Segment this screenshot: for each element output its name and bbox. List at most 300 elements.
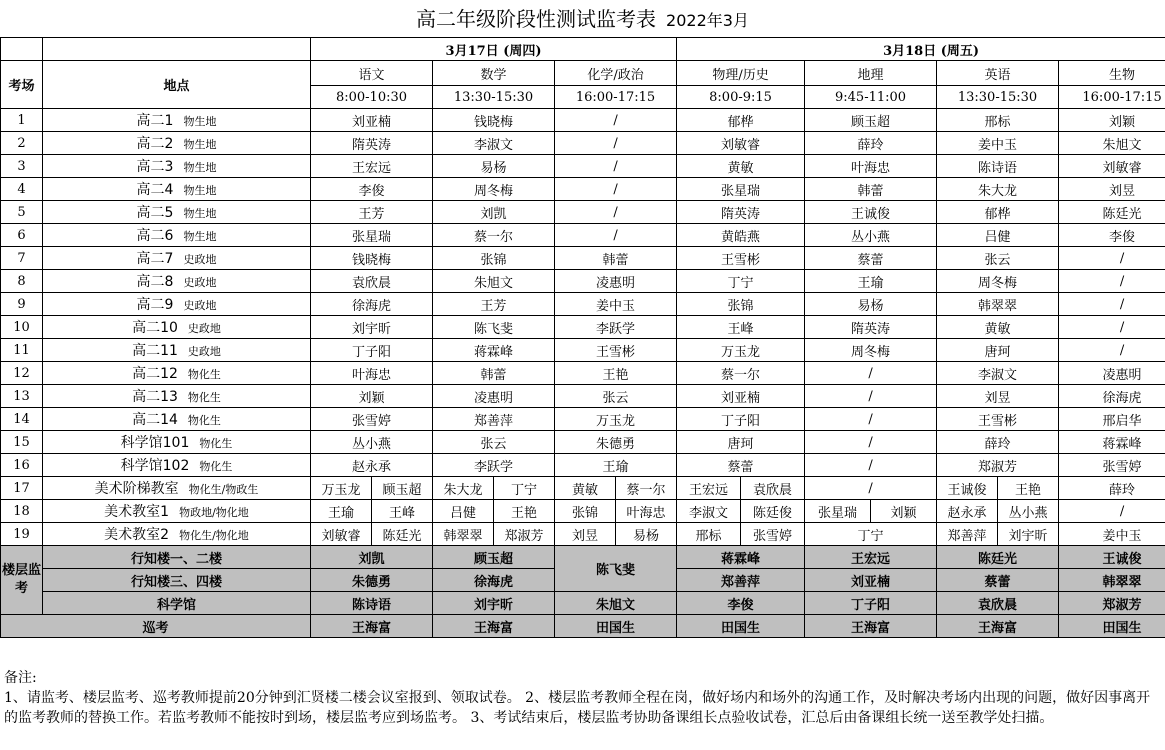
table-cell: 陈诗语	[937, 155, 1059, 178]
table-row	[1, 454, 1165, 477]
table-cell: 徐海虎	[1059, 385, 1165, 408]
site-cell	[43, 155, 311, 178]
table-row	[1, 270, 1165, 293]
table-cell: 薛玲	[805, 132, 937, 155]
site-name: 高二8	[136, 274, 174, 290]
table-cell: 李跃学	[555, 316, 677, 339]
site-name: 高二6	[136, 228, 174, 244]
table-cell: /	[555, 155, 677, 178]
table-cell: 王艳	[555, 362, 677, 385]
table-cell: 凌惠明	[555, 270, 677, 293]
table-cell: 徐海虎	[311, 293, 433, 316]
table-cell: 叶海忠	[616, 500, 677, 523]
table-cell: 刘颖	[871, 500, 937, 523]
table-cell: 吕健	[937, 224, 1059, 247]
table-cell: 15	[1, 431, 43, 454]
site-subjects: 物化生	[187, 414, 221, 427]
table-cell: 丛小燕	[311, 431, 433, 454]
table-cell: 李淑文	[433, 132, 555, 155]
table-cell: 陈诗语	[311, 592, 433, 615]
table-cell: 黄敏	[677, 155, 805, 178]
table-cell: 钱晓梅	[311, 247, 433, 270]
site-name: 高二14	[132, 412, 178, 428]
table-cell: 王艳	[998, 477, 1059, 500]
site-name: 高二2	[136, 136, 174, 152]
table-cell: 田国生	[1059, 615, 1165, 638]
table-cell: 王芳	[433, 293, 555, 316]
site-cell	[43, 431, 311, 454]
site-cell	[43, 201, 311, 224]
table-cell: 黄敏	[555, 477, 616, 500]
site-subjects: 物化生	[187, 391, 221, 404]
time-header: 16:00-17:15	[555, 86, 677, 109]
table-cell: 韩蕾	[555, 247, 677, 270]
table-cell: /	[805, 454, 937, 477]
day-header: 3月18日 (周五)	[677, 38, 1165, 61]
table-cell: 周冬梅	[937, 270, 1059, 293]
table-cell: /	[555, 201, 677, 224]
table-cell: 李俊	[311, 178, 433, 201]
table-cell: 隋英涛	[805, 316, 937, 339]
site-name: 高二3	[136, 159, 174, 175]
table-cell: 丁子阳	[677, 408, 805, 431]
site-name: 高二11	[132, 343, 178, 359]
table-cell: 田国生	[677, 615, 805, 638]
col-header-site: 地点	[43, 61, 311, 109]
table-cell: 易杨	[805, 293, 937, 316]
table-cell: 张星瑞	[311, 224, 433, 247]
table-cell: 1	[1, 109, 43, 132]
table-cell: 刘昱	[1059, 178, 1165, 201]
table-cell: 隋英涛	[677, 201, 805, 224]
table-cell: 赵永承	[937, 500, 998, 523]
table-cell: /	[805, 408, 937, 431]
notes	[4, 668, 1162, 728]
site-subjects: 史政地	[183, 253, 217, 266]
subject-header: 语文	[311, 61, 433, 86]
table-cell: 顾玉超	[433, 546, 555, 569]
table-cell: 王诚俊	[1059, 546, 1165, 569]
table-cell: 隋英涛	[311, 132, 433, 155]
site-subjects: 物生地	[183, 138, 217, 151]
table-cell: 黄皓燕	[677, 224, 805, 247]
blank-cell	[43, 38, 311, 61]
table-cell: 4	[1, 178, 43, 201]
table-cell: 李淑文	[677, 500, 741, 523]
table-cell: 钱晓梅	[433, 109, 555, 132]
page-title	[0, 0, 1165, 38]
table-cell: 王海富	[433, 615, 555, 638]
table-cell: /	[805, 362, 937, 385]
table-cell: 蔡一尔	[677, 362, 805, 385]
table-cell: 刘昱	[555, 523, 616, 546]
site-subjects: 史政地	[183, 299, 217, 312]
site-cell	[43, 224, 311, 247]
site-name: 美术阶梯教室	[94, 481, 179, 497]
table-cell: 9	[1, 293, 43, 316]
table-row	[1, 224, 1165, 247]
site-cell	[43, 500, 311, 523]
site-cell	[43, 293, 311, 316]
site-name: 科学馆101	[120, 435, 190, 451]
table-cell: 韩蕾	[433, 362, 555, 385]
floor-row	[1, 546, 1165, 569]
time-header: 13:30-15:30	[433, 86, 555, 109]
table-cell: 刘敏睿	[677, 132, 805, 155]
table-cell: 19	[1, 523, 43, 546]
time-header: 8:00-10:30	[311, 86, 433, 109]
table-cell: 张雪婷	[1059, 454, 1165, 477]
table-cell: 13	[1, 385, 43, 408]
table-cell: 薛玲	[937, 431, 1059, 454]
table-cell: 科学馆	[43, 592, 311, 615]
table-cell: 朱旭文	[555, 592, 677, 615]
site-subjects: 物生地	[183, 184, 217, 197]
table-cell: 张锦	[433, 247, 555, 270]
table-cell: 王瑜	[555, 454, 677, 477]
corner-cell	[1, 38, 43, 61]
table-cell: 郁桦	[937, 201, 1059, 224]
table-cell: 邢标	[677, 523, 741, 546]
table-cell: 韩翠翠	[1059, 569, 1165, 592]
table-cell: /	[1059, 500, 1165, 523]
table-cell: 王宏远	[677, 477, 741, 500]
table-cell: 凌惠明	[433, 385, 555, 408]
table-cell: 王瑜	[311, 500, 372, 523]
table-cell: 王雪彬	[937, 408, 1059, 431]
table-cell: 李淑文	[937, 362, 1059, 385]
site-cell	[43, 316, 311, 339]
col-header-room: 考场	[1, 61, 43, 109]
table-cell: 黄敏	[937, 316, 1059, 339]
table-cell: 唐珂	[937, 339, 1059, 362]
table-cell: 10	[1, 316, 43, 339]
table-row	[1, 477, 1165, 500]
table-cell: 行知楼三、四楼	[43, 569, 311, 592]
table-cell: 刘凯	[311, 546, 433, 569]
time-header: 8:00-9:15	[677, 86, 805, 109]
table-cell: 王宏远	[311, 155, 433, 178]
schedule-table	[0, 37, 1165, 638]
table-cell: 丁子阳	[311, 339, 433, 362]
table-cell: 张星瑞	[677, 178, 805, 201]
site-name: 科学馆102	[120, 458, 190, 474]
table-cell: /	[555, 109, 677, 132]
table-cell: 丁宁	[677, 270, 805, 293]
subject-header: 物理/历史	[677, 61, 805, 86]
table-cell: 王芳	[311, 201, 433, 224]
table-cell: 韩蕾	[805, 178, 937, 201]
table-cell: /	[1059, 293, 1165, 316]
table-cell: 韩翠翠	[937, 293, 1059, 316]
table-cell: 王海富	[937, 615, 1059, 638]
table-cell: 姜中玉	[555, 293, 677, 316]
table-cell: 8	[1, 270, 43, 293]
table-cell: 郁桦	[677, 109, 805, 132]
table-row	[1, 500, 1165, 523]
site-cell	[43, 362, 311, 385]
table-cell: 17	[1, 477, 43, 500]
table-cell: 吕健	[433, 500, 494, 523]
table-cell: 张星瑞	[805, 500, 871, 523]
table-cell: 万玉龙	[677, 339, 805, 362]
table-cell: 陈廷俊	[741, 500, 805, 523]
table-cell: 蔡蕾	[805, 247, 937, 270]
site-name: 高二10	[132, 320, 178, 336]
table-cell: 王峰	[372, 500, 433, 523]
table-cell: 刘昱	[937, 385, 1059, 408]
table-row	[1, 408, 1165, 431]
table-cell: 王海富	[805, 615, 937, 638]
title-text: 高二年级阶段性测试监考表	[416, 7, 657, 31]
site-cell	[43, 339, 311, 362]
table-row	[1, 201, 1165, 224]
site-subjects: 物化生/物化地	[179, 529, 249, 542]
table-cell: 袁欣晨	[741, 477, 805, 500]
table-cell: 薛玲	[1059, 477, 1165, 500]
table-cell: 周冬梅	[805, 339, 937, 362]
time-header: 16:00-17:15	[1059, 86, 1165, 109]
table-cell: 陈廷光	[1059, 201, 1165, 224]
site-name: 高二13	[132, 389, 178, 405]
table-cell: 张锦	[555, 500, 616, 523]
table-cell: 姜中玉	[1059, 523, 1165, 546]
table-cell: 田国生	[555, 615, 677, 638]
table-cell: 刘亚楠	[805, 569, 937, 592]
site-name: 高二12	[132, 366, 178, 382]
table-row	[1, 385, 1165, 408]
table-cell: 7	[1, 247, 43, 270]
table-cell: 陈飞斐	[555, 546, 677, 592]
table-cell: /	[805, 385, 937, 408]
table-cell: 袁欣晨	[937, 592, 1059, 615]
table-cell: 郑淑芳	[494, 523, 555, 546]
subject-header: 生物	[1059, 61, 1165, 86]
table-cell: 12	[1, 362, 43, 385]
site-subjects: 物化生/物政生	[188, 483, 259, 496]
table-cell: 张云	[555, 385, 677, 408]
title-date: 2022年3月	[666, 11, 749, 30]
table-cell: 郑善萍	[677, 569, 805, 592]
notes-head: 备注:	[4, 670, 37, 686]
site-name: 高二9	[136, 297, 174, 313]
table-cell: 11	[1, 339, 43, 362]
table-cell: 蒋霖峰	[1059, 431, 1165, 454]
table-cell: 蔡蕾	[677, 454, 805, 477]
site-subjects: 物政地/物化地	[179, 506, 249, 519]
site-cell	[43, 247, 311, 270]
site-subjects: 物生地	[183, 115, 217, 128]
table-cell: /	[555, 224, 677, 247]
table-cell: 顾玉超	[805, 109, 937, 132]
table-cell: 邢启华	[1059, 408, 1165, 431]
subject-header: 地理	[805, 61, 937, 86]
table-cell: 蒋霖峰	[677, 546, 805, 569]
table-cell: 王雪彬	[555, 339, 677, 362]
table-row	[1, 293, 1165, 316]
table-cell: 刘敏睿	[311, 523, 372, 546]
table-cell: 陈廷光	[937, 546, 1059, 569]
patrol-row	[1, 615, 1165, 638]
table-cell: 陈飞斐	[433, 316, 555, 339]
site-subjects: 物化生	[199, 460, 233, 473]
table-cell: 刘颖	[1059, 109, 1165, 132]
site-name: 高二4	[136, 182, 174, 198]
table-cell: 易杨	[433, 155, 555, 178]
site-cell	[43, 270, 311, 293]
table-cell: /	[555, 178, 677, 201]
table-cell: 王峰	[677, 316, 805, 339]
table-cell: 郑善萍	[433, 408, 555, 431]
table-cell: 18	[1, 500, 43, 523]
table-cell: 袁欣晨	[311, 270, 433, 293]
table-row	[1, 109, 1165, 132]
table-cell: 16	[1, 454, 43, 477]
table-cell: 李俊	[677, 592, 805, 615]
subject-header: 化学/政治	[555, 61, 677, 86]
table-cell: 丁子阳	[805, 592, 937, 615]
table-cell: 姜中玉	[937, 132, 1059, 155]
table-cell: 郑善萍	[937, 523, 998, 546]
table-cell: 14	[1, 408, 43, 431]
site-name: 美术教室1	[104, 504, 170, 520]
table-row	[1, 132, 1165, 155]
site-cell	[43, 477, 311, 500]
table-cell: 顾玉超	[372, 477, 433, 500]
table-cell: 3	[1, 155, 43, 178]
table-cell: 王宏远	[805, 546, 937, 569]
site-subjects: 物生地	[183, 161, 217, 174]
table-cell: 唐珂	[677, 431, 805, 454]
site-cell	[43, 385, 311, 408]
table-cell: 张云	[937, 247, 1059, 270]
table-cell: 万玉龙	[555, 408, 677, 431]
table-cell: 刘凯	[433, 201, 555, 224]
table-cell: 韩翠翠	[433, 523, 494, 546]
site-subjects: 物生地	[183, 230, 217, 243]
site-subjects: 史政地	[183, 276, 217, 289]
table-cell: 巡考	[1, 615, 311, 638]
table-cell: /	[805, 431, 937, 454]
table-row	[1, 523, 1165, 546]
site-cell	[43, 454, 311, 477]
table-cell: 朱旭文	[433, 270, 555, 293]
table-row	[1, 339, 1165, 362]
floor-row	[1, 592, 1165, 615]
table-cell: /	[555, 132, 677, 155]
table-cell: 2	[1, 132, 43, 155]
table-cell: 陈廷光	[372, 523, 433, 546]
day-header: 3月17日 (周四)	[311, 38, 677, 61]
site-name: 高二1	[136, 113, 174, 129]
site-subjects: 物化生	[187, 368, 221, 381]
table-cell: 丛小燕	[805, 224, 937, 247]
table-cell: 刘敏睿	[1059, 155, 1165, 178]
site-cell	[43, 132, 311, 155]
table-row	[1, 431, 1165, 454]
table-cell: 丁宁	[494, 477, 555, 500]
table-cell: 郑淑芳	[1059, 592, 1165, 615]
table-cell: 易杨	[616, 523, 677, 546]
table-cell: 王诚俊	[937, 477, 998, 500]
table-row	[1, 316, 1165, 339]
table-cell: 邢标	[937, 109, 1059, 132]
table-cell: 叶海忠	[805, 155, 937, 178]
table-cell: /	[1059, 316, 1165, 339]
site-cell	[43, 109, 311, 132]
table-cell: 5	[1, 201, 43, 224]
table-cell: 刘亚楠	[311, 109, 433, 132]
table-row	[1, 362, 1165, 385]
table-cell: 刘宇昕	[311, 316, 433, 339]
table-body	[1, 109, 1165, 638]
table-cell: 王诚俊	[805, 201, 937, 224]
table-cell: 蔡一尔	[616, 477, 677, 500]
site-cell	[43, 408, 311, 431]
site-subjects: 物生地	[183, 207, 217, 220]
site-cell	[43, 178, 311, 201]
table-cell: 蔡一尔	[433, 224, 555, 247]
table-cell: 朱德勇	[555, 431, 677, 454]
subject-header: 数学	[433, 61, 555, 86]
site-name: 美术教室2	[104, 527, 170, 543]
table-cell: 张锦	[677, 293, 805, 316]
table-cell: 张雪婷	[311, 408, 433, 431]
table-cell: 张云	[433, 431, 555, 454]
table-cell: 赵永承	[311, 454, 433, 477]
notes-body: 1、请监考、楼层监考、巡考教师提前20分钟到汇贤楼二楼会议室报到、领取试卷。 2、楼层监考教师全程在岗，做好场内和场外的沟通工作，及时解决考场内出现的问题，做好因事离开的监考教师的替换工作。若监考教师不能按时到场，楼层监考应到场监考。 3、考试结束后，楼层监考协助备课组长点验收试卷，汇总后由备课组长统一送至教学处扫描。	[4, 690, 1151, 726]
table-row	[1, 247, 1165, 270]
table-cell: 朱旭文	[1059, 132, 1165, 155]
table-cell: 朱大龙	[937, 178, 1059, 201]
table-cell: 王瑜	[805, 270, 937, 293]
site-subjects: 史政地	[187, 322, 221, 335]
table-cell: 行知楼一、二楼	[43, 546, 311, 569]
day-header-row	[1, 38, 1165, 61]
table-cell: 叶海忠	[311, 362, 433, 385]
subject-header: 英语	[937, 61, 1059, 86]
time-header: 13:30-15:30	[937, 86, 1059, 109]
table-cell: 李跃学	[433, 454, 555, 477]
table-cell: 郑淑芳	[937, 454, 1059, 477]
table-cell: 朱德勇	[311, 569, 433, 592]
site-subjects: 物化生	[199, 437, 233, 450]
table-cell: 王海富	[311, 615, 433, 638]
table-cell: 万玉龙	[311, 477, 372, 500]
table-cell: 凌惠明	[1059, 362, 1165, 385]
time-header: 9:45-11:00	[805, 86, 937, 109]
table-cell: 刘颖	[311, 385, 433, 408]
table-cell: 张雪婷	[741, 523, 805, 546]
table-cell: 刘宇昕	[433, 592, 555, 615]
table-cell: 蔡蕾	[937, 569, 1059, 592]
table-cell: 周冬梅	[433, 178, 555, 201]
table-cell: /	[1059, 339, 1165, 362]
table-cell: /	[1059, 270, 1165, 293]
table-cell: /	[805, 477, 937, 500]
table-cell: 楼层监考	[1, 546, 43, 615]
table-cell: /	[1059, 247, 1165, 270]
site-name: 高二7	[136, 251, 174, 267]
table-cell: 朱大龙	[433, 477, 494, 500]
site-subjects: 史政地	[187, 345, 221, 358]
site-cell	[43, 523, 311, 546]
table-cell: 李俊	[1059, 224, 1165, 247]
table-cell: 徐海虎	[433, 569, 555, 592]
table-cell: 6	[1, 224, 43, 247]
table-cell: 王雪彬	[677, 247, 805, 270]
table-cell: 王艳	[494, 500, 555, 523]
